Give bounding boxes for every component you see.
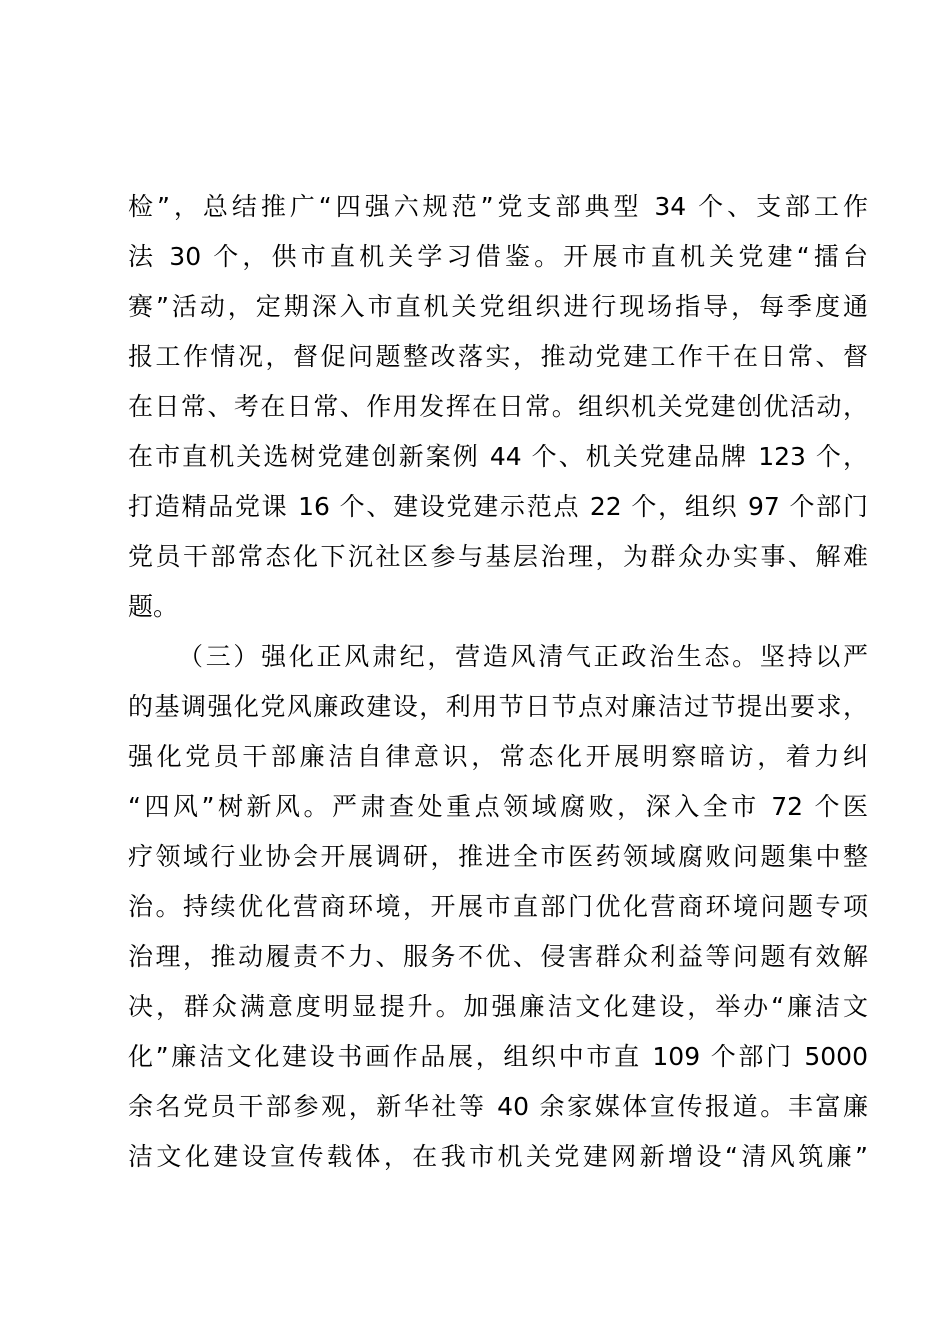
text-line: 强化党员干部廉洁自律意识，常态化开展明察暗访，着力纠 bbox=[128, 742, 868, 771]
text-line: 赛”活动，定期深入市直机关党组织进行现场指导，每季度通 bbox=[128, 292, 868, 321]
text-line: 的基调强化党风廉政建设，利用节日节点对廉洁过节提出要求， bbox=[128, 692, 868, 721]
text-line: “四风”树新风。严肃查处重点领域腐败，深入全市 72 个医 bbox=[128, 792, 868, 821]
text-line: 决，群众满意度明显提升。加强廉洁文化建设，举办“廉洁文 bbox=[128, 992, 868, 1021]
text-line: 治理，推动履责不力、服务不优、侵害群众利益等问题有效解 bbox=[128, 942, 868, 971]
text-line: 疗领域行业协会开展调研，推进全市医药领域腐败问题集中整 bbox=[128, 842, 868, 871]
text-line: 余名党员干部参观，新华社等 40 余家媒体宣传报道。丰富廉 bbox=[128, 1092, 868, 1121]
text-line: 洁文化建设宣传载体，在我市机关党建网新增设“清风筑廉” bbox=[128, 1142, 868, 1171]
text-line: 治。持续优化营商环境，开展市直部门优化营商环境问题专项 bbox=[128, 892, 868, 921]
paragraph-2 bbox=[128, 632, 868, 1182]
text-line: 打造精品党课 16 个、建设党建示范点 22 个，组织 97 个部门 bbox=[128, 492, 868, 521]
paragraph-1 bbox=[128, 182, 868, 632]
text-line: 在日常、考在日常、作用发挥在日常。组织机关党建创优活动， bbox=[128, 392, 868, 421]
text-line: 法 30 个，供市直机关学习借鉴。开展市直机关党建“擂台 bbox=[128, 242, 868, 271]
text-line: 检”，总结推广“四强六规范”党支部典型 34 个、支部工作 bbox=[128, 192, 868, 221]
document-body bbox=[128, 182, 868, 1182]
section-heading-line: （三）强化正风肃纪，营造风清气正政治生态。坚持以严 bbox=[178, 642, 868, 671]
text-line: 化”廉洁文化建设书画作品展，组织中市直 109 个部门 5000 bbox=[128, 1042, 868, 1071]
text-line: 题。 bbox=[128, 592, 179, 621]
text-line: 报工作情况，督促问题整改落实，推动党建工作干在日常、督 bbox=[128, 342, 868, 371]
text-line: 党员干部常态化下沉社区参与基层治理，为群众办实事、解难 bbox=[128, 542, 868, 571]
text-line: 在市直机关选树党建创新案例 44 个、机关党建品牌 123 个， bbox=[128, 442, 868, 471]
